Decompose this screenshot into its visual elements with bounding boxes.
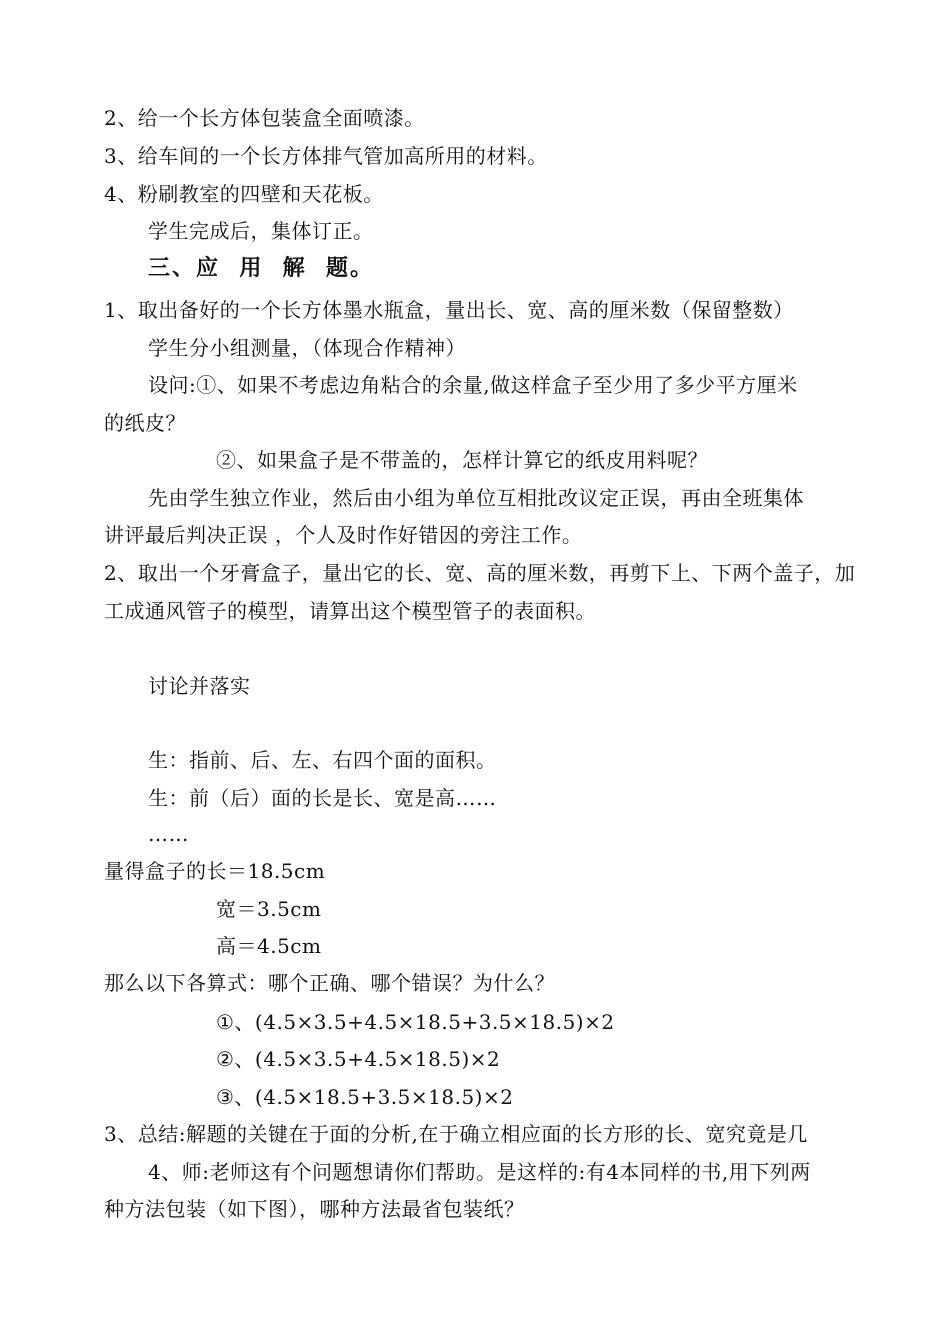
task-item-3: 3、给车间的一个长方体排气管加高所用的材料。 xyxy=(104,144,548,168)
formula-2: ②、(4.5×3.5+4.5×18.5)×2 xyxy=(216,1047,501,1071)
student-answer-2: 生：前（后）面的长是长、宽是高…… xyxy=(148,786,497,810)
correction-note: 学生完成后，集体订正。 xyxy=(148,219,374,243)
procedure-text: 先由学生独立作业，然后由小组为单位互相批改议定正误，再由全班集体 xyxy=(148,486,804,510)
problem-2: 2、取出一个牙膏盒子，量出它的长、宽、高的厘米数，再剪下上、下两个盖子，加 xyxy=(104,561,856,585)
formula-3: ③、(4.5×18.5+3.5×18.5)×2 xyxy=(216,1085,514,1109)
question-2: ②、如果盒子是不带盖的，怎样计算它的纸皮用料呢？ xyxy=(216,448,708,472)
ellipsis: …… xyxy=(148,822,189,846)
problem-1: 1、取出备好的一个长方体墨水瓶盒，量出长、宽、高的厘米数（保留整数） xyxy=(104,298,794,322)
formula-question: 那么以下各算式：哪个正确、哪个错误？为什么？ xyxy=(104,971,555,995)
length-measure: 量得盒子的长＝18.5cm xyxy=(104,859,326,883)
question-1-cont: 的纸皮？ xyxy=(104,411,186,435)
question-1: 设问:①、如果不考虑边角粘合的余量,做这样盒子至少用了多少平方厘米 xyxy=(148,373,798,397)
section-heading-text: 三、应 用 解 题。 xyxy=(148,256,374,281)
summary: 3、总结:解题的关键在于面的分析,在于确立相应面的长方形的长、宽究竟是几 xyxy=(104,1122,808,1146)
teacher-question: 4、师:老师这有个问题想请你们帮助。是这样的:有4本同样的书,用下列两 xyxy=(148,1160,811,1184)
section-heading xyxy=(148,257,374,281)
width-measure: 宽＝3.5cm xyxy=(216,897,322,921)
task-item-2: 2、给一个长方体包装盒全面喷漆。 xyxy=(104,106,425,130)
problem-2-cont: 工成通风管子的模型，请算出这个模型管子的表面积。 xyxy=(104,599,596,623)
group-measure-note: 学生分小组测量，（体现合作精神） xyxy=(148,336,466,360)
teacher-question-cont: 种方法包装（如下图），哪种方法最省包装纸？ xyxy=(104,1197,525,1221)
task-item-4: 4、粉刷教室的四壁和天花板。 xyxy=(104,182,384,206)
formula-1: ①、(4.5×3.5+4.5×18.5+3.5×18.5)×2 xyxy=(216,1010,615,1034)
student-answer-1: 生：指前、后、左、右四个面的面积。 xyxy=(148,748,497,772)
discussion-label: 讨论并落实 xyxy=(148,674,251,698)
procedure-text-cont: 讲评最后判决正误 ，个人及时作好错因的旁注工作。 xyxy=(104,523,583,547)
height-measure: 高＝4.5cm xyxy=(216,934,322,958)
